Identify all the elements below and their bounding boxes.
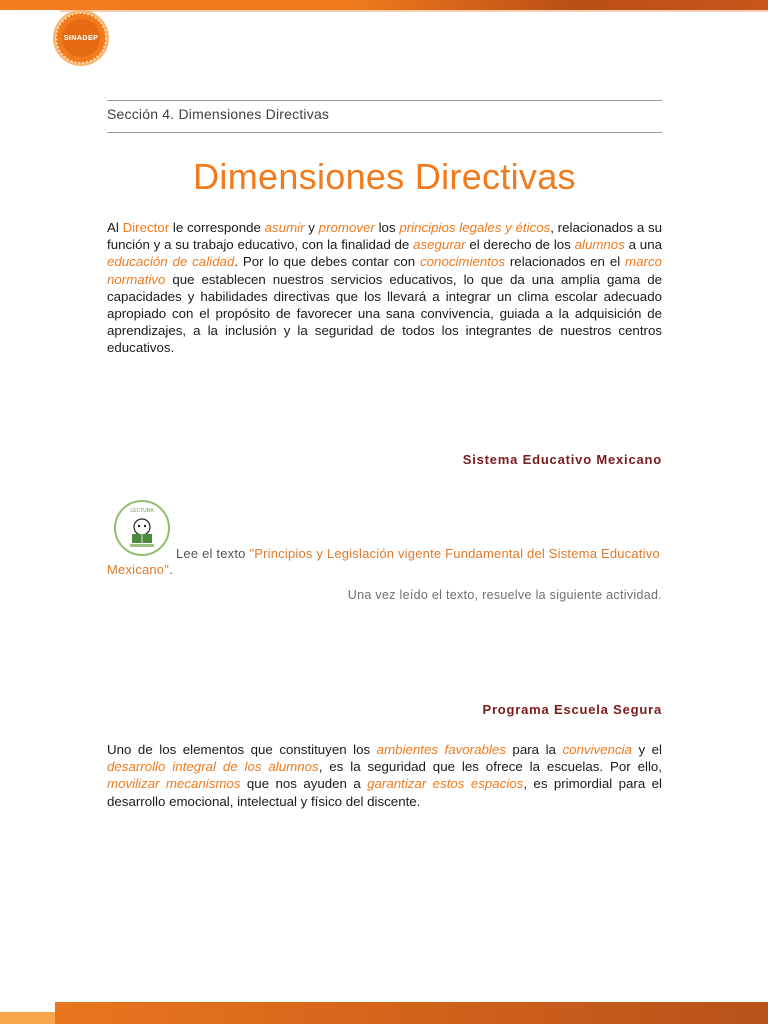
highlight-director: Director [122,220,170,235]
text-run: Uno de los elementos que constituyen los [107,742,377,757]
highlight-alumnos: alumnos [574,237,625,253]
text-run: relacionados en el [505,254,626,270]
text-run: los [374,220,400,235]
header-rule-top [107,100,662,101]
page-title: Dimensiones Directivas [193,156,576,197]
reading-title-link: "Principios y Legislación vigente Fundamental del Sistema Educativo Mexicano" [107,546,660,577]
escuela-segura-paragraph [107,741,662,810]
highlight-ambientes: ambientes favorables [376,742,506,757]
reading-prompt [107,546,662,578]
text-run: Al [107,220,123,235]
text-run: y [304,220,319,235]
subheading-escuela-segura: Programa Escuela Segura [482,702,662,717]
reading-prefix: Lee el texto [176,546,250,561]
text-run: le corresponde [169,220,265,235]
top-banner-highlight [60,10,768,12]
text-run: , es primordial para el desarrollo emocional, intelectual y físico del discente. [107,776,662,809]
highlight-asumir: asumir [264,220,305,235]
text-run: , relacionados a su función y a su trabajo educativo, con la finalidad de [107,220,663,253]
text-run: para la [505,742,563,757]
highlight-garantizar: garantizar estos espacios [367,776,524,792]
subheading-sistema-educativo: Sistema Educativo Mexicano [462,452,662,467]
section-label: Sección 4. Dimensiones Directivas [107,106,330,122]
text-run: , es la seguridad que les ofrece la escuelas. Por ello, [318,759,662,775]
header-rule-bottom [107,132,662,133]
text-run: que nos ayuden a [240,776,368,792]
highlight-convivencia: convivencia [562,742,632,757]
highlight-conocimientos: conocimientos [420,254,505,270]
intro-paragraph [107,219,662,357]
highlight-desarrollo: desarrollo integral de los alumnos [107,759,319,775]
text-run: y el [631,742,662,757]
text-run: a una [624,237,662,253]
bottom-banner-stripe [55,1002,768,1024]
text-run: . Por lo que debes contar con [234,254,420,270]
highlight-marco: marco normativo [107,254,662,287]
highlight-movilizar: movilizar mecanismos [107,776,241,792]
text-run: el derecho de los [465,237,575,253]
icon-label: LECTURA [130,508,154,514]
highlight-promover: promover [318,220,375,235]
highlight-educacion: educación de calidad [107,254,235,270]
logo-text: SINADEP [63,35,99,42]
reading-suffix: . [169,562,173,577]
activity-instruction: Una vez leído el texto, resuelve la siguiente actividad. [347,588,662,602]
sinadep-logo [45,8,117,68]
highlight-asegurar: asegurar [413,237,466,253]
text-run: que establecen nuestros servicios educativos, lo que da una amplia gama de capacidades y habilidades directivas que los llevará a integrar un clima escolar adecuado apropiado con el propósito de favorecer una sana convivencia, guiada a la adquisición de aprendizajes, a la inclusión y la seguridad de todos los integrantes de nuestros centros educativos. [107,271,662,356]
highlight-principios: principios legales y éticos [399,220,551,235]
